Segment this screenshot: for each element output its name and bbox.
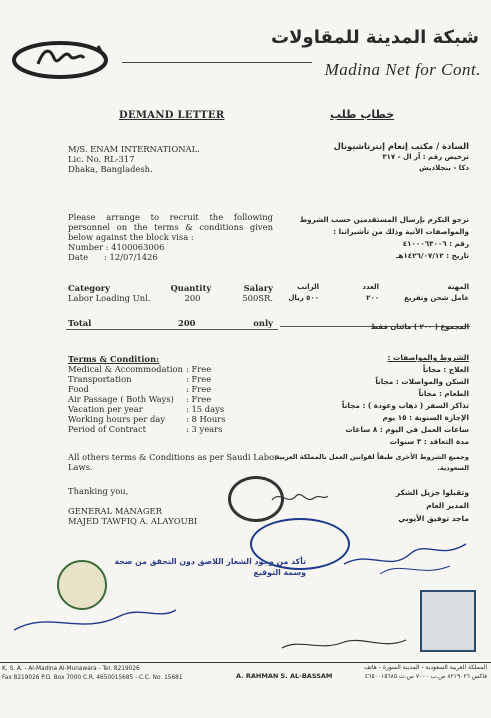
arabic-visa-number: رقم : ٤١٠٠٠٦٣٠٠٦ (402, 239, 469, 248)
table-cell: 200 (184, 293, 201, 303)
table-cell: 500SR. (242, 293, 273, 303)
table-row (259, 293, 469, 304)
total-label: Total (68, 318, 92, 328)
arabic-closing: وتقبلوا جزيل الشكر (395, 488, 469, 497)
footer-address-arabic (364, 663, 487, 681)
company-name-arabic: شبكة المدينة للمقاولات (271, 27, 479, 48)
column-header: الراتب (297, 283, 319, 291)
signature-blue (340, 520, 470, 580)
category-table (68, 283, 273, 303)
footer-line: Fax 8219026 P.O. Box 7000 C.R. 4650015685 - C.C. No. 15681 (2, 675, 183, 681)
signatory-name: MAJED TAWFIQ A. ALAYOUBI (68, 516, 198, 526)
arabic-line: نرجو التكرم بإرسال المستقدمين حسب الشروط (299, 215, 469, 224)
arabic-other-terms: وجميع الشروط الأخرى طبقاً لقوانين العمل بالمملكة العربية السعودية. (275, 453, 469, 472)
arabic-gm-name: ماجد توفيق الأيوبي (398, 514, 469, 523)
table-row (68, 293, 273, 303)
arabic-term: ساعات العمل في اليوم : ٨ ساعات (345, 425, 469, 434)
total-quantity: 200 (178, 318, 196, 328)
intro-paragraph (68, 212, 273, 262)
addressee-line: Lic. No. RL-317 (68, 154, 135, 164)
signatory-block (68, 506, 197, 526)
total-suffix: only (253, 318, 273, 328)
term-item: Transportation : Free (68, 374, 212, 384)
table-cell: ٥٠٠ ريال (288, 294, 319, 302)
document-title-arabic: خطاب طلب (330, 108, 395, 121)
arabic-term: السكن والمواصلات : مجاناً (375, 377, 469, 386)
arabic-terms (259, 352, 469, 448)
arabic-term: الإجازة السنوية : ١٥ يوم (382, 413, 469, 422)
signature-blue-left (10, 600, 180, 640)
arabic-line: السادة / مكتب إنعام إنترناشيونال (333, 141, 469, 151)
terms-heading: Terms & Condition: (68, 354, 160, 364)
term-item: Vacation per year : 15 days (68, 404, 225, 414)
arabic-line: والمواصفات الآتية وذلك من تأشيراتنا : (333, 227, 469, 236)
other-terms: All others terms & Conditions as per Saudi Labor Laws. (68, 452, 279, 472)
company-name-english: Madina Net for Cont. (324, 60, 481, 79)
column-header: Quantity (170, 283, 212, 293)
visa-date: Date : 12/07/1426 (68, 252, 158, 262)
signature-scribble (270, 486, 330, 510)
footer-owner-name: A. RAHMAN S. AL-BASSAM (236, 672, 333, 680)
term-item: Period of Contract : 3 years (68, 424, 223, 434)
arabic-gm-title: المدير العام (426, 501, 469, 510)
arabic-category-table (259, 282, 469, 304)
table-cell: عامل شحن وتفريغ (404, 294, 469, 302)
total-divider (66, 329, 278, 330)
arabic-term: مدة التعاقد : ٣ سنوات (389, 437, 469, 446)
arabic-total: المجموع ( ٢٠٠ ) مائتان فقط (370, 323, 469, 331)
footer-line: المملكة العربية السعودية - المدينة المنورة - هاتف (363, 664, 487, 671)
arabic-line: ترخيص رقم : آر ال - ٣١٧ (382, 153, 469, 161)
signature-bottom (280, 632, 410, 656)
table-cell: Labor Loading Unl. (68, 293, 151, 303)
footer-line: K. S. A. - Al-Madina Al-Munawara - Tel. 8219026 (2, 666, 140, 672)
column-header: المهنة (447, 283, 469, 291)
arabic-visa-date: تاريخ : ١٤٢٦/٠٧/١٢هـ (395, 251, 469, 260)
term-item: Air Passage ( Both Ways) : Free (68, 394, 212, 404)
term-item: Food : Free (68, 384, 212, 394)
visa-number: Number : 4100063006 (68, 242, 165, 252)
arabic-terms-heading: الشروط والمواصفات : (387, 353, 469, 362)
arabic-addressee (334, 141, 469, 174)
term-item: Medical & Accommodation : Free (68, 364, 212, 374)
intro-text: Please arrange to recruit the following personnel on the terms & conditions given below against the block visa : (68, 212, 273, 242)
column-header: العدد (362, 283, 379, 291)
footer-line: فاكس ٨٢١٩٠٢٦ ص.ب ٧٠٠٠ س.ت ٤٦٥٠٠١٥٦٨٥ (364, 673, 487, 680)
company-logo (10, 34, 114, 84)
table-cell: ٢٠٠ (366, 294, 379, 302)
attestation-note: تأكد من وجود الشعار اللاصق دون التحقق من صحة وسمة التوقيع (114, 557, 306, 577)
signatory-title: GENERAL MANAGER (68, 506, 162, 516)
addressee-line: Dhaka, Bangladesh. (68, 164, 153, 174)
column-header: Category (68, 283, 111, 293)
document-title-english: DEMAND LETTER (119, 110, 225, 121)
addressee-line: M/S. ENAM INTERNATIONAL. (68, 144, 200, 154)
total-row (68, 318, 273, 328)
arabic-term: الطعام : مجاناً (418, 389, 469, 398)
addressee-block (68, 144, 200, 174)
header-divider (122, 62, 312, 63)
arabic-intro (259, 214, 469, 262)
footer-address-english (2, 665, 183, 683)
square-stamp (420, 590, 476, 652)
closing-text: Thanking you, (68, 486, 129, 496)
column-header: Salary (243, 283, 273, 293)
term-item: Working hours per day : 8 Hours (68, 414, 226, 424)
arabic-term: تذاكر السفر ( ذهاب وعودة ) : مجاناً (341, 401, 469, 410)
arabic-term: العلاج : مجاناً (422, 365, 469, 374)
arabic-line: دكا - بنجلاديش (418, 164, 469, 172)
